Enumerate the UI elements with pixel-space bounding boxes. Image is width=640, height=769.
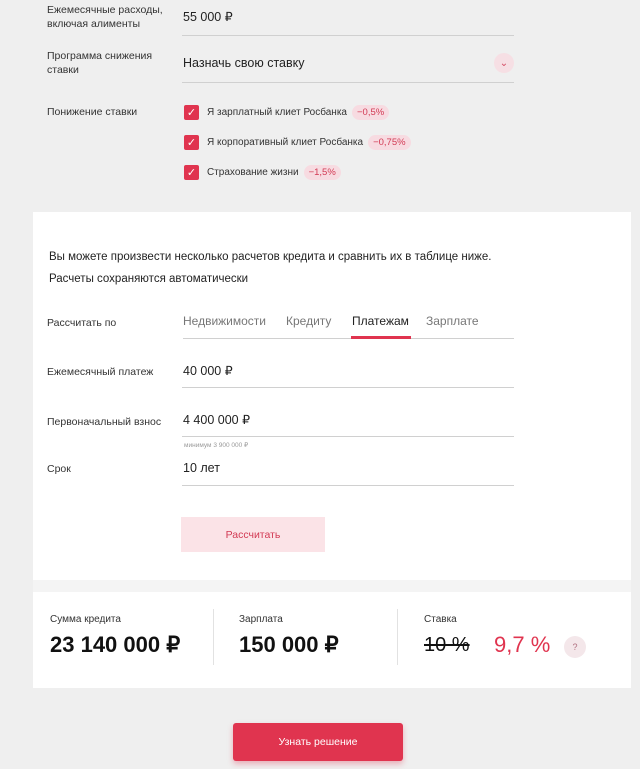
expenses-field[interactable] xyxy=(182,0,514,36)
program-select[interactable] xyxy=(182,45,514,83)
program-value: Назначь свою ставку xyxy=(183,56,305,70)
section-divider xyxy=(33,580,631,592)
rate-label: Ставка xyxy=(424,614,457,625)
option-label: Я корпоративный клиет Росбанка xyxy=(207,136,364,148)
tab-property[interactable]: Недвижимости xyxy=(183,314,267,328)
program-label: Программа снижения ставки xyxy=(47,50,153,76)
tab-salary[interactable]: Зарплате xyxy=(426,314,479,328)
check-icon[interactable]: ✓ xyxy=(184,165,199,180)
discount-badge: −0,75% xyxy=(368,135,411,150)
salary-value: 150 000 ₽ xyxy=(239,632,339,657)
reduction-option-corporate[interactable] xyxy=(184,134,411,150)
term-label: Срок xyxy=(47,463,71,475)
help-icon[interactable]: ? xyxy=(564,636,586,658)
calculate-by-tabs xyxy=(183,308,514,339)
check-icon[interactable]: ✓ xyxy=(184,135,199,150)
down-payment-label: Первоначальный взнос xyxy=(47,416,162,428)
expenses-value: 55 000 ₽ xyxy=(183,10,233,24)
salary-label: Зарплата xyxy=(239,614,283,625)
reduction-label: Понижение ставки xyxy=(47,106,138,118)
new-rate-value: 9,7 % xyxy=(494,632,551,657)
active-tab-indicator xyxy=(351,336,411,339)
intro-text-line1: Вы можете произвести несколько расчетов кредита и сравнить их в таблице ниже. xyxy=(49,251,492,263)
discount-badge: −1,5% xyxy=(304,165,341,180)
term-value: 10 лет xyxy=(183,461,220,475)
check-icon[interactable]: ✓ xyxy=(184,105,199,120)
tab-payments[interactable]: Платежам xyxy=(352,314,409,328)
down-payment-hint: минимум 3 900 000 ₽ xyxy=(184,442,249,449)
option-label: Я зарплатный клиет Росбанка xyxy=(207,106,347,118)
reduction-option-insurance[interactable] xyxy=(184,164,341,180)
summary-divider xyxy=(397,609,398,665)
intro-text-line2: Расчеты сохраняются автоматически xyxy=(49,273,249,285)
reduction-option-salary[interactable] xyxy=(184,104,389,120)
calculate-by-label: Рассчитать по xyxy=(47,317,117,329)
calculate-button[interactable]: Рассчитать xyxy=(181,517,325,552)
term-input[interactable] xyxy=(182,451,514,486)
expenses-label: Ежемесячные расходы, включая алименты xyxy=(47,4,163,30)
payment-input[interactable] xyxy=(182,353,514,388)
rate-options-section xyxy=(0,0,640,212)
payment-label: Ежемесячный платеж xyxy=(47,366,154,378)
down-payment-value: 4 400 000 ₽ xyxy=(183,413,251,427)
credit-sum-value: 23 140 000 ₽ xyxy=(50,632,181,657)
down-payment-input[interactable] xyxy=(182,402,514,437)
summary-divider xyxy=(213,609,214,665)
payment-value: 40 000 ₽ xyxy=(183,364,233,378)
tab-credit[interactable]: Кредиту xyxy=(286,314,332,328)
discount-badge: −0,5% xyxy=(352,105,389,120)
credit-sum-label: Сумма кредита xyxy=(50,614,121,625)
old-rate-value: 10 % xyxy=(424,634,470,656)
get-decision-button[interactable]: Узнать решение xyxy=(233,723,403,761)
chevron-down-icon[interactable]: ⌄ xyxy=(494,53,514,73)
option-label: Страхование жизни xyxy=(207,166,299,178)
